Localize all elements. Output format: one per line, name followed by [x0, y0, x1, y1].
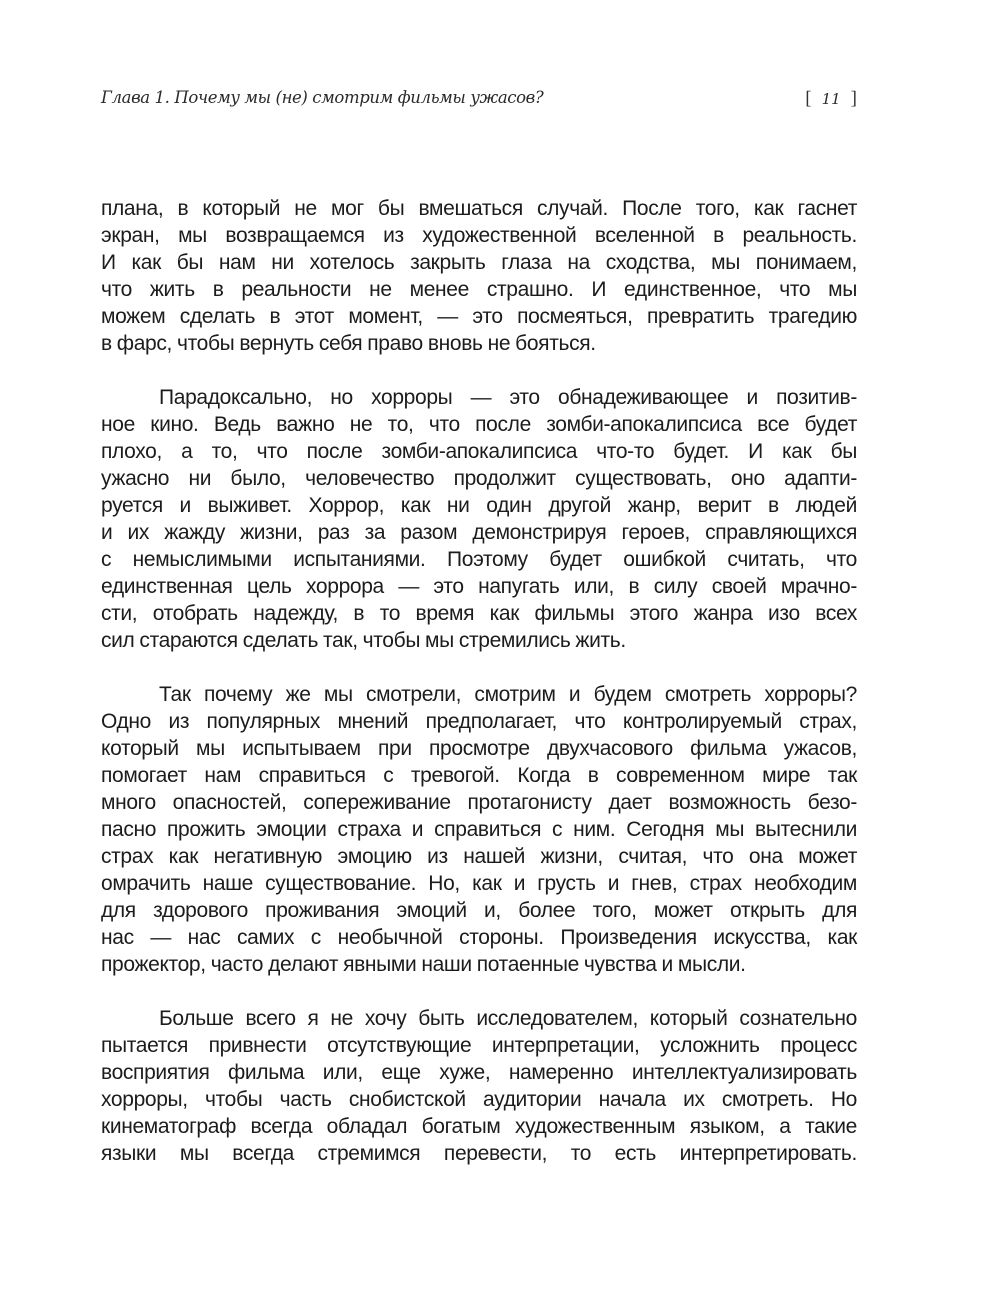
- text-line: Парадоксально, но хорроры — это обнадеживающее и позитив-: [159, 386, 857, 409]
- text-line: можем сделать в этот момент, — это посмеяться, превратить трагедию: [101, 305, 857, 328]
- text-line: для здорового проживания эмоций и, более того, может открыть для: [101, 899, 857, 922]
- text-line: хорроры, чтобы часть снобистской аудитории начала их смотреть. Но: [101, 1088, 857, 1111]
- text-line: омрачить наше существование. Но, как и грусть и гнев, страх необходим: [101, 872, 857, 895]
- bracket-close: ]: [850, 88, 857, 109]
- text-line: экран, мы возвращаемся из художественной вселенной в реальность.: [101, 224, 857, 247]
- page-number: 11: [821, 90, 841, 108]
- text-line: кинематограф всегда обладал богатым художественным языком, а такие: [101, 1115, 857, 1138]
- paragraph-3: [101, 681, 857, 978]
- chapter-title: Глава 1. Почему мы (не) смотрим фильмы ужасов?: [101, 88, 544, 107]
- text-line: ужасно ни было, человечество продолжит существовать, оно адапти-: [101, 467, 857, 490]
- paragraph-4: [101, 1005, 857, 1167]
- text-line: руется и выживет. Хоррор, как ни один другой жанр, верит в людей: [101, 494, 857, 517]
- text-line: плана, в который не мог бы вмешаться случай. После того, как гаснет: [101, 197, 857, 220]
- text-line: пасно прожить эмоции страха и справиться с ним. Сегодня мы вытеснили: [101, 818, 857, 841]
- text-line: пытается привнести отсутствующие интерпретации, усложнить процесс: [101, 1034, 857, 1057]
- text-line: ное кино. Ведь важно не то, что после зомби-апокалипсиса все будет: [101, 413, 857, 436]
- text-line: сил стараются сделать так, чтобы мы стремились жить.: [101, 629, 626, 652]
- text-line: восприятия фильма или, еще хуже, намеренно интеллектуализировать: [101, 1061, 857, 1084]
- text-line: много опасностей, сопереживание протагонисту дает возможность безо-: [101, 791, 857, 814]
- text-line: прожектор, часто делают явными наши потаенные чувства и мысли.: [101, 953, 746, 976]
- running-header: [101, 88, 857, 114]
- text-line: помогает нам справиться с тревогой. Когда в современном мире так: [101, 764, 857, 787]
- text-line: с немыслимыми испытаниями. Поэтому будет ошибкой считать, что: [101, 548, 857, 571]
- text-line: И как бы нам ни хотелось закрыть глаза на сходства, мы понимаем,: [101, 251, 857, 274]
- text-line: Одно из популярных мнений предполагает, что контролируемый страх,: [101, 710, 857, 733]
- text-line: языки мы всегда стремимся перевести, то есть интерпретировать.: [101, 1142, 857, 1165]
- text-line: и их жажду жизни, раз за разом демонстрируя героев, справляющихся: [101, 521, 857, 544]
- body-text: [101, 195, 857, 1194]
- paragraph-1: [101, 195, 857, 357]
- text-line: страх как негативную эмоцию из нашей жизни, считая, что она может: [101, 845, 857, 868]
- paragraph-2: [101, 384, 857, 654]
- text-line: единственная цель хоррора — это напугать или, в силу своей мрачно-: [101, 575, 857, 598]
- bracket-open: [: [805, 88, 812, 109]
- text-line: плохо, а то, что после зомби-апокалипсиса что-то будет. И как бы: [101, 440, 857, 463]
- page-number-block: [805, 88, 857, 110]
- text-line: который мы испытываем при просмотре двухчасового фильма ужасов,: [101, 737, 857, 760]
- text-line: что жить в реальности не менее страшно. И единственное, что мы: [101, 278, 857, 301]
- text-line: Больше всего я не хочу быть исследователем, который сознательно: [159, 1007, 857, 1030]
- text-line: нас — нас самих с необычной стороны. Произведения искусства, как: [101, 926, 857, 949]
- text-line: Так почему же мы смотрели, смотрим и будем смотреть хорроры?: [159, 683, 857, 706]
- text-line: в фарс, чтобы вернуть себя право вновь не бояться.: [101, 332, 596, 355]
- text-line: сти, отобрать надежду, в то время как фильмы этого жанра изо всех: [101, 602, 857, 625]
